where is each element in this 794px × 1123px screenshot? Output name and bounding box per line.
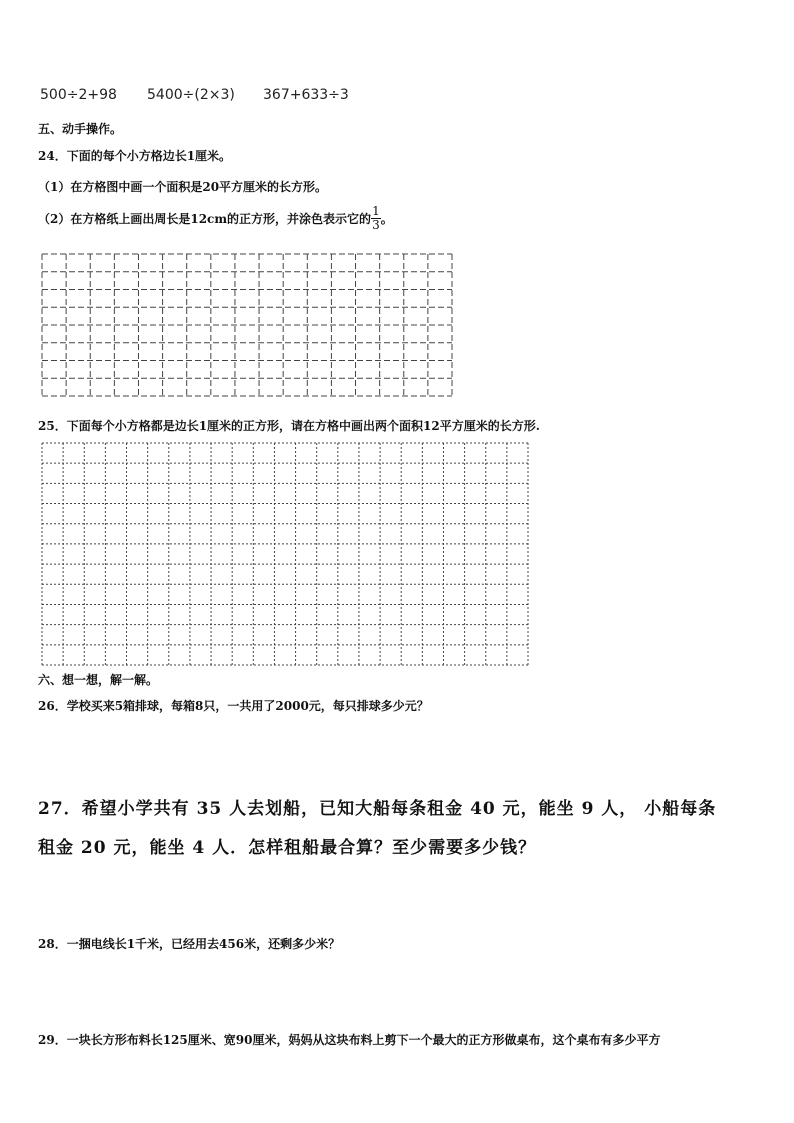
grid-question-25[interactable] bbox=[40, 441, 530, 667]
section-title-5: 五、动手操作。 bbox=[38, 122, 123, 136]
grid-question-24[interactable] bbox=[40, 252, 454, 398]
expression-2: 5400÷(2×3) bbox=[147, 87, 235, 103]
question-24-part-2-end: 。 bbox=[380, 212, 393, 226]
question-24-part-1: （1）在方格图中画一个面积是20平方厘米的长方形。 bbox=[38, 180, 328, 194]
question-25-stem: 25．下面每个小方格都是边长1厘米的正方形，请在方格中画出两个面积12平方厘米的长方形. bbox=[38, 419, 540, 433]
question-24-part-2 bbox=[38, 205, 393, 232]
fraction-one-third bbox=[371, 205, 381, 232]
expression-3: 367+633÷3 bbox=[263, 87, 349, 103]
question-24-stem: 24．下面的每个小方格边长1厘米。 bbox=[38, 149, 232, 163]
question-26: 26．学校买来5箱排球，每箱8只，一共用了2000元，每只排球多少元？ bbox=[38, 699, 429, 713]
question-28: 28．一捆电线长1千米，已经用去456米，还剩多少米？ bbox=[38, 937, 341, 951]
fraction-numerator: 1 bbox=[372, 204, 380, 218]
expression-1: 500÷2+98 bbox=[40, 87, 117, 103]
question-29: 29．一块长方形布料长125厘米、宽90厘米，妈妈从这块布料上剪下一个最大的正方形做桌布，这个桌布有多少平方 bbox=[38, 1033, 661, 1047]
fraction-denominator: 3 bbox=[372, 218, 380, 232]
question-27-line-2: 租金 20 元，能坐 4 人．怎样租船最合算？至少需要多少钱？ bbox=[38, 838, 537, 858]
question-24-part-2-text: （2）在方格纸上画出周长是12cm的正方形，并涂色表示它的 bbox=[38, 212, 372, 226]
section-title-6: 六、想一想，解一解。 bbox=[38, 673, 159, 687]
question-27-line-1: 27．希望小学共有 35 人去划船，已知大船每条租金 40 元，能坐 9 人， 小船每条 bbox=[38, 799, 717, 819]
